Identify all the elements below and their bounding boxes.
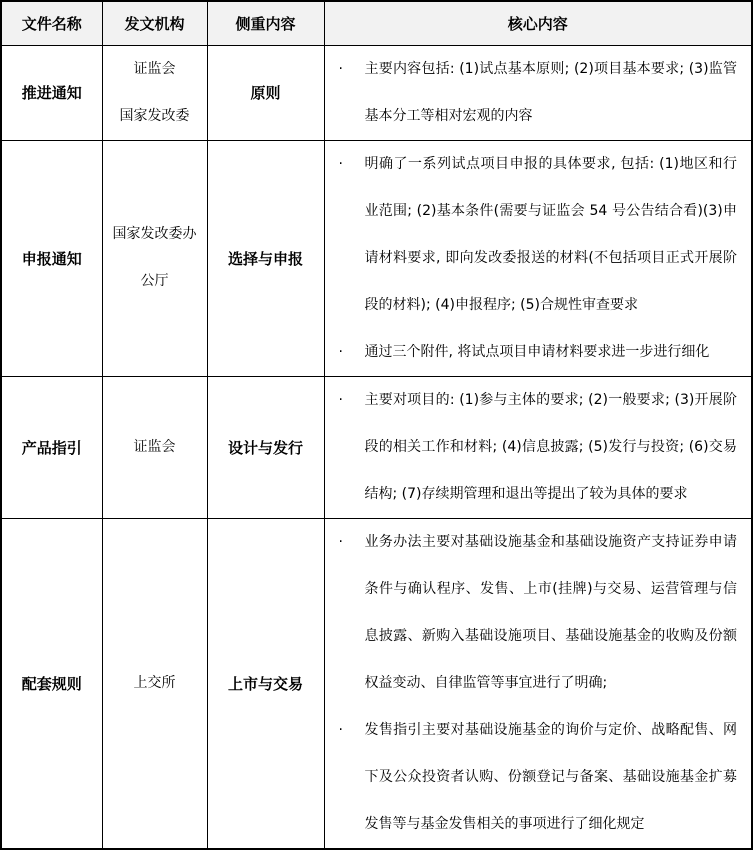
cell-issuing-agency — [102, 140, 207, 376]
bullet-icon: · — [338, 721, 343, 738]
cell-focus-content: 上市与交易 — [207, 518, 324, 849]
cell-focus-content: 原则 — [207, 45, 324, 140]
bullet-item — [325, 519, 738, 707]
cell-core-content — [324, 376, 752, 518]
bullet-icon: · — [338, 343, 343, 360]
cell-focus-content: 设计与发行 — [207, 376, 324, 518]
bullet-item — [325, 141, 738, 329]
header-focus-content: 侧重内容 — [207, 1, 324, 45]
cell-issuing-agency — [102, 45, 207, 140]
table-body — [1, 45, 752, 849]
bullet-text: 主要对项目的: (1)参与主体的要求; (2)一般要求; (3)开展阶段的相关工作和材料; (4)信息披露; (5)发行与投资; (6)交易结构; (7)存续期管理和退出等提出了较为具体的要求 — [364, 391, 737, 502]
table-row — [1, 518, 752, 849]
table-row — [1, 140, 752, 376]
cell-core-content — [324, 518, 752, 849]
agency-line: 国家发改委办公厅 — [112, 226, 197, 289]
bullet-item — [325, 329, 738, 376]
cell-issuing-agency — [102, 518, 207, 849]
bullet-item — [325, 46, 738, 140]
header-core-content: 核心内容 — [324, 1, 752, 45]
bullet-item — [325, 707, 738, 848]
bullet-text: 业务办法主要对基础设施基金和基础设施资产支持证券申请条件与确认程序、发售、上市(挂牌)与交易、运营管理与信息披露、新购入基础设施项目、基础设施基金的收购及份额权益变动、自律监管等事宜进行了明确; — [364, 533, 737, 691]
header-row — [1, 1, 752, 45]
agency-line: 证监会 — [133, 60, 176, 77]
agency-line: 上交所 — [133, 674, 176, 691]
bullet-text: 明确了一系列试点项目申报的具体要求, 包括: (1)地区和行业范围; (2)基本条件(需要与证监会 54 号公告结合看)(3)申请材料要求, 即向发改委报送的材料(不包括项目正式开展阶段的材料); (4)申报程序; (5)合规性审查要求 — [364, 155, 737, 313]
bullet-text: 主要内容包括: (1)试点基本原则; (2)项目基本要求; (3)监管基本分工等相对宏观的内容 — [364, 60, 737, 124]
bullet-icon: · — [338, 391, 343, 408]
bullet-icon: · — [338, 60, 343, 77]
cell-core-content — [324, 140, 752, 376]
bullet-icon: · — [338, 155, 343, 172]
table-row — [1, 376, 752, 518]
cell-issuing-agency — [102, 376, 207, 518]
bullet-item — [325, 377, 738, 518]
cell-file-name: 产品指引 — [1, 376, 102, 518]
cell-file-name: 申报通知 — [1, 140, 102, 376]
header-file-name: 文件名称 — [1, 1, 102, 45]
agency-line: 证监会 — [133, 438, 176, 455]
header-issuing-agency: 发文机构 — [102, 1, 207, 45]
cell-focus-content: 选择与申报 — [207, 140, 324, 376]
cell-file-name: 推进通知 — [1, 45, 102, 140]
bullet-text: 发售指引主要对基础设施基金的询价与定价、战略配售、网下及公众投资者认购、份额登记与备案、基础设施基金扩募发售等与基金发售相关的事项进行了细化规定 — [364, 721, 737, 832]
cell-core-content — [324, 45, 752, 140]
agency-line: 国家发改委 — [119, 107, 190, 124]
table-row — [1, 45, 752, 140]
bullet-icon: · — [338, 533, 343, 550]
bullet-text: 通过三个附件, 将试点项目申请材料要求进一步进行细化 — [364, 343, 710, 360]
cell-file-name: 配套规则 — [1, 518, 102, 849]
